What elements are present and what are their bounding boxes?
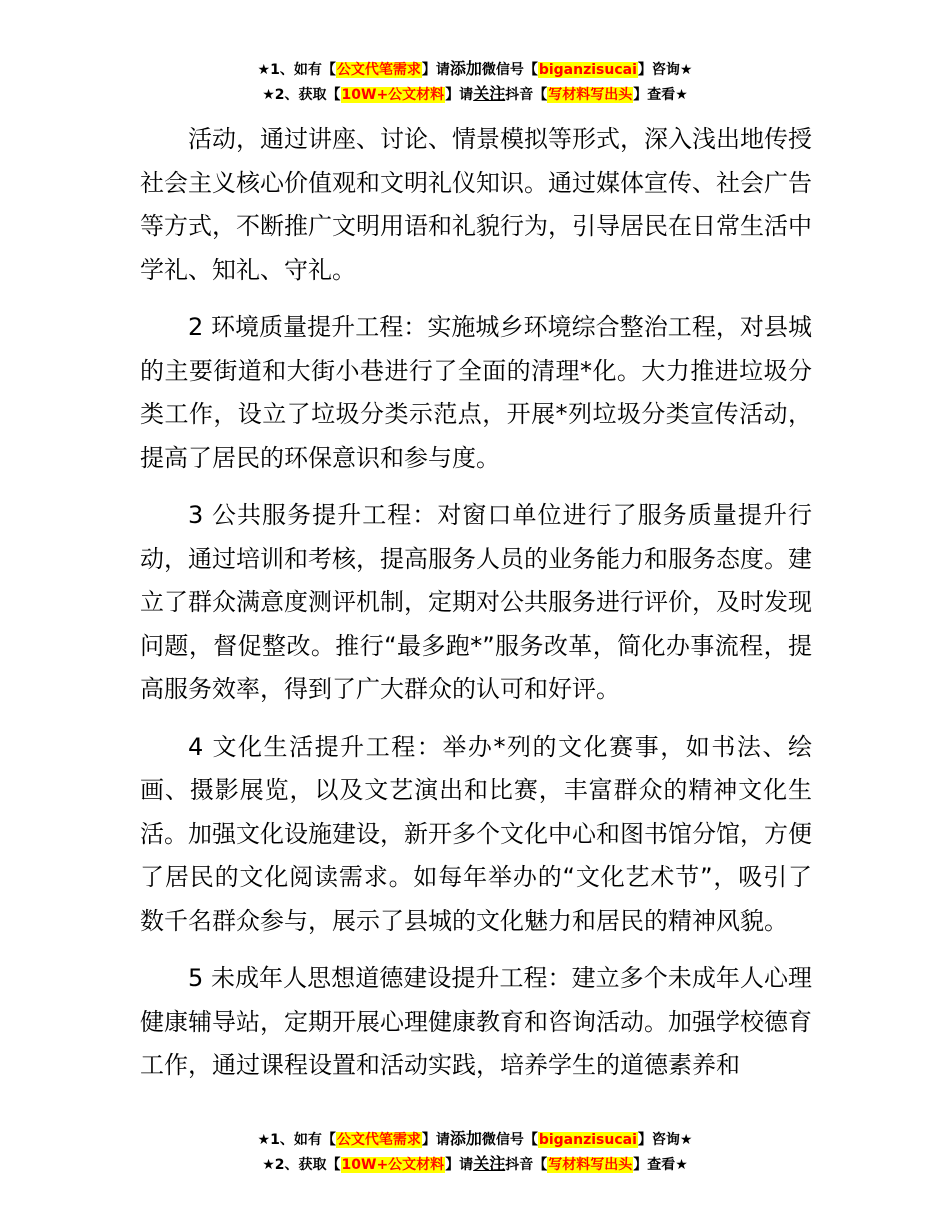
paragraph: 3 公共服务提升工程：对窗口单位进行了服务质量提升行动，通过培训和考核，提高服务人员的业务能力和服务态度。建立了群众满意度测评机制，定期对公共服务进行评价，及时发现问题，督促整改。推行“最多跑*”服务改革，简化办事流程，提高服务效率，得到了广大群众的认可和好评。 xyxy=(140,501,812,703)
banner-text: 微信号【 xyxy=(481,1132,538,1148)
highlight-douyin-id: 写材料写出头 xyxy=(548,87,633,103)
banner-line-1 xyxy=(0,1127,950,1152)
banner-emphasis: 添加 xyxy=(449,1129,482,1148)
banner-text: 】请 xyxy=(445,1157,474,1173)
banner-text: 】查看★ xyxy=(633,1157,688,1173)
document-body xyxy=(140,118,812,1102)
banner-text: ★1、如有【 xyxy=(257,62,336,78)
banner-emphasis: 关注 xyxy=(473,1154,506,1173)
paragraph: 5 未成年人思想道德建设提升工程：建立多个未成年人心理健康辅导站，定期开展心理健康教育和咨询活动。加强学校德育工作，通过课程设置和活动实践，培养学生的道德素养和 xyxy=(140,964,812,1079)
banner-text: 微信号【 xyxy=(481,62,538,78)
highlight-wechat-id: biganzisucai xyxy=(538,1132,637,1148)
banner-text: ★1、如有【 xyxy=(257,1132,336,1148)
banner-emphasis: 关注 xyxy=(473,84,506,103)
header-banner xyxy=(0,57,950,107)
paragraph: 2 环境质量提升工程：实施城乡环境综合整治工程，对县城的主要街道和大街小巷进行了全面的清理*化。大力推进垃圾分类工作，设立了垃圾分类示范点，开展*列垃圾分类宣传活动，提高了居民的环保意识和参与度。 xyxy=(140,313,812,472)
highlight-wechat-id: biganzisucai xyxy=(538,62,637,78)
paragraph: 4 文化生活提升工程：举办*列的文化赛事，如书法、绘画、摄影展览，以及文艺演出和比赛，丰富群众的精神文化生活。加强文化设施建设，新开多个文化中心和图书馆分馆，方便了居民的文化阅读需求。如每年举办的“文化艺术节”，吸引了数千名群众参与，展示了县城的文化魅力和居民的精神风貌。 xyxy=(140,732,812,935)
banner-line-1 xyxy=(0,57,950,82)
banner-text: 】请 xyxy=(421,62,450,78)
paragraph: 活动，通过讲座、讨论、情景模拟等形式，深入浅出地传授社会主义核心价值观和文明礼仪知识。通过媒体宣传、社会广告等方式，不断推广文明用语和礼貌行为，引导居民在日常生活中学礼、知礼、守礼。 xyxy=(140,125,812,284)
banner-line-2 xyxy=(0,1152,950,1177)
banner-text: 抖音【 xyxy=(505,1157,548,1173)
highlight-douyin-id: 写材料写出头 xyxy=(548,1157,633,1173)
banner-emphasis: 添加 xyxy=(449,59,482,78)
banner-text: ★2、获取【 xyxy=(262,87,341,103)
banner-text: 】请 xyxy=(421,1132,450,1148)
banner-line-2 xyxy=(0,82,950,107)
banner-text: 】请 xyxy=(445,87,474,103)
highlight-service: 公文代笔需求 xyxy=(336,1132,421,1148)
highlight-service: 公文代笔需求 xyxy=(336,62,421,78)
banner-text: ★2、获取【 xyxy=(262,1157,341,1173)
banner-text: 】咨询★ xyxy=(637,62,693,78)
banner-text: 抖音【 xyxy=(505,87,548,103)
footer-banner xyxy=(0,1127,950,1177)
highlight-materials: 10W+公文材料 xyxy=(341,1157,445,1173)
highlight-materials: 10W+公文材料 xyxy=(341,87,445,103)
banner-text: 】咨询★ xyxy=(637,1132,693,1148)
banner-text: 】查看★ xyxy=(633,87,688,103)
